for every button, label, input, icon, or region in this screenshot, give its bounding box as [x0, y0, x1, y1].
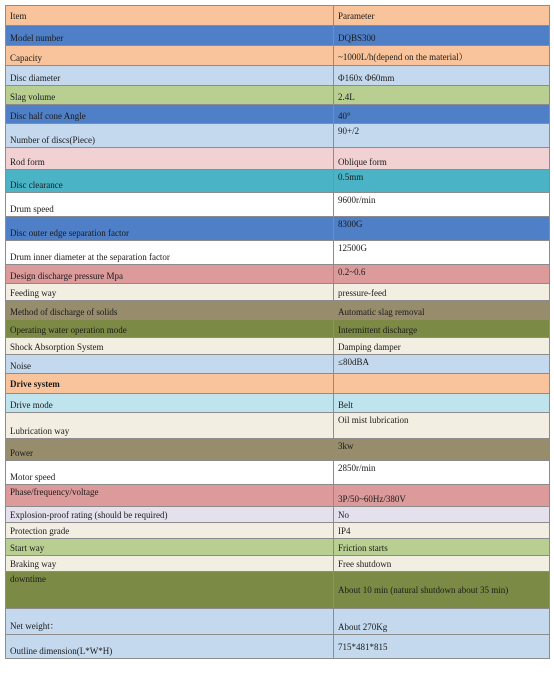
row-value: Oil mist lubrication	[334, 413, 550, 439]
row-item: Drive mode	[6, 394, 334, 413]
row-value: 0.5mm	[334, 170, 550, 193]
row-value: Free shutdown	[334, 556, 550, 572]
row-item: Design discharge pressure Mpa	[6, 265, 334, 284]
row-item: Lubrication way	[6, 413, 334, 439]
table-header-row	[6, 6, 550, 26]
row-value	[334, 374, 550, 394]
table-row	[6, 193, 550, 217]
row-item: Slag volume	[6, 86, 334, 105]
section-title: Drive system	[6, 374, 334, 394]
row-item: Feeding way	[6, 284, 334, 301]
table-row	[6, 105, 550, 124]
row-value: 40°	[334, 105, 550, 124]
table-row	[6, 394, 550, 413]
row-value: 2.4L	[334, 86, 550, 105]
row-item: Motor speed	[6, 461, 334, 485]
table-row	[6, 609, 550, 635]
row-value: Intermittent discharge	[334, 320, 550, 338]
row-item: downtime	[6, 572, 334, 609]
row-value: 3kw	[334, 439, 550, 461]
table-row	[6, 355, 550, 374]
row-value: Friction starts	[334, 539, 550, 556]
row-item: Drum speed	[6, 193, 334, 217]
row-value: DQBS300	[334, 26, 550, 46]
table-row	[6, 413, 550, 439]
table-row	[6, 124, 550, 148]
row-value: 715*481*815	[334, 635, 550, 659]
row-item: Model number	[6, 26, 334, 46]
table-row	[6, 523, 550, 539]
table-row	[6, 320, 550, 338]
row-value: IP4	[334, 523, 550, 539]
row-value: 9600r/min	[334, 193, 550, 217]
table-row	[6, 46, 550, 66]
table-row	[6, 556, 550, 572]
row-item: Protection grade	[6, 523, 334, 539]
section-row-drive-system	[6, 374, 550, 394]
table-row	[6, 86, 550, 105]
row-item: Rod form	[6, 148, 334, 170]
table-row	[6, 461, 550, 485]
row-item: Operating water operation mode	[6, 320, 334, 338]
row-item: Disc outer edge separation factor	[6, 217, 334, 241]
row-value: No	[334, 507, 550, 523]
row-value: 90+/2	[334, 124, 550, 148]
row-item: Disc half cone Angle	[6, 105, 334, 124]
row-item: Outline dimension(L*W*H)	[6, 635, 334, 659]
row-item: Net weight：	[6, 609, 334, 635]
row-item: Start way	[6, 539, 334, 556]
header-parameter: Parameter	[334, 6, 550, 26]
table-row	[6, 635, 550, 659]
row-item: Shock Absorption System	[6, 338, 334, 355]
row-item: Disc diameter	[6, 66, 334, 86]
row-value: Automatic slag removal	[334, 301, 550, 320]
table-row	[6, 485, 550, 507]
table-row	[6, 507, 550, 523]
row-item: Method of discharge of solids	[6, 301, 334, 320]
table-row	[6, 572, 550, 609]
row-value: Damping damper	[334, 338, 550, 355]
table-row	[6, 170, 550, 193]
row-value: 2850r/min	[334, 461, 550, 485]
header-item: Item	[6, 6, 334, 26]
spec-table	[5, 5, 550, 659]
row-value: Φ160x Φ60mm	[334, 66, 550, 86]
row-value: About 270Kg	[334, 609, 550, 635]
table-row	[6, 539, 550, 556]
row-item: Number of discs(Piece)	[6, 124, 334, 148]
row-value: About 10 min (natural shutdown about 35 min)	[334, 572, 550, 609]
row-value: 8300G	[334, 217, 550, 241]
row-value: ~1000L/h(depend on the material）	[334, 46, 550, 66]
row-item: Explosion-proof rating (should be required)	[6, 507, 334, 523]
row-item: Disc clearance	[6, 170, 334, 193]
row-value: 3P/50~60Hz/380V	[334, 485, 550, 507]
table-row	[6, 241, 550, 265]
table-row	[6, 26, 550, 46]
table-row	[6, 148, 550, 170]
table-row	[6, 217, 550, 241]
row-value: Oblique form	[334, 148, 550, 170]
table-row	[6, 301, 550, 320]
row-item: Power	[6, 439, 334, 461]
row-item: Braking way	[6, 556, 334, 572]
table-row	[6, 338, 550, 355]
table-row	[6, 66, 550, 86]
row-item: Phase/frequency/voltage	[6, 485, 334, 507]
table-row	[6, 284, 550, 301]
row-value: pressure-feed	[334, 284, 550, 301]
row-value: Belt	[334, 394, 550, 413]
row-item: Capacity	[6, 46, 334, 66]
row-value: 0.2~0.6	[334, 265, 550, 284]
row-item: Noise	[6, 355, 334, 374]
row-value: ≤80dBA	[334, 355, 550, 374]
table-row	[6, 439, 550, 461]
row-value: 12500G	[334, 241, 550, 265]
row-item: Drum inner diameter at the separation factor	[6, 241, 334, 265]
table-row	[6, 265, 550, 284]
